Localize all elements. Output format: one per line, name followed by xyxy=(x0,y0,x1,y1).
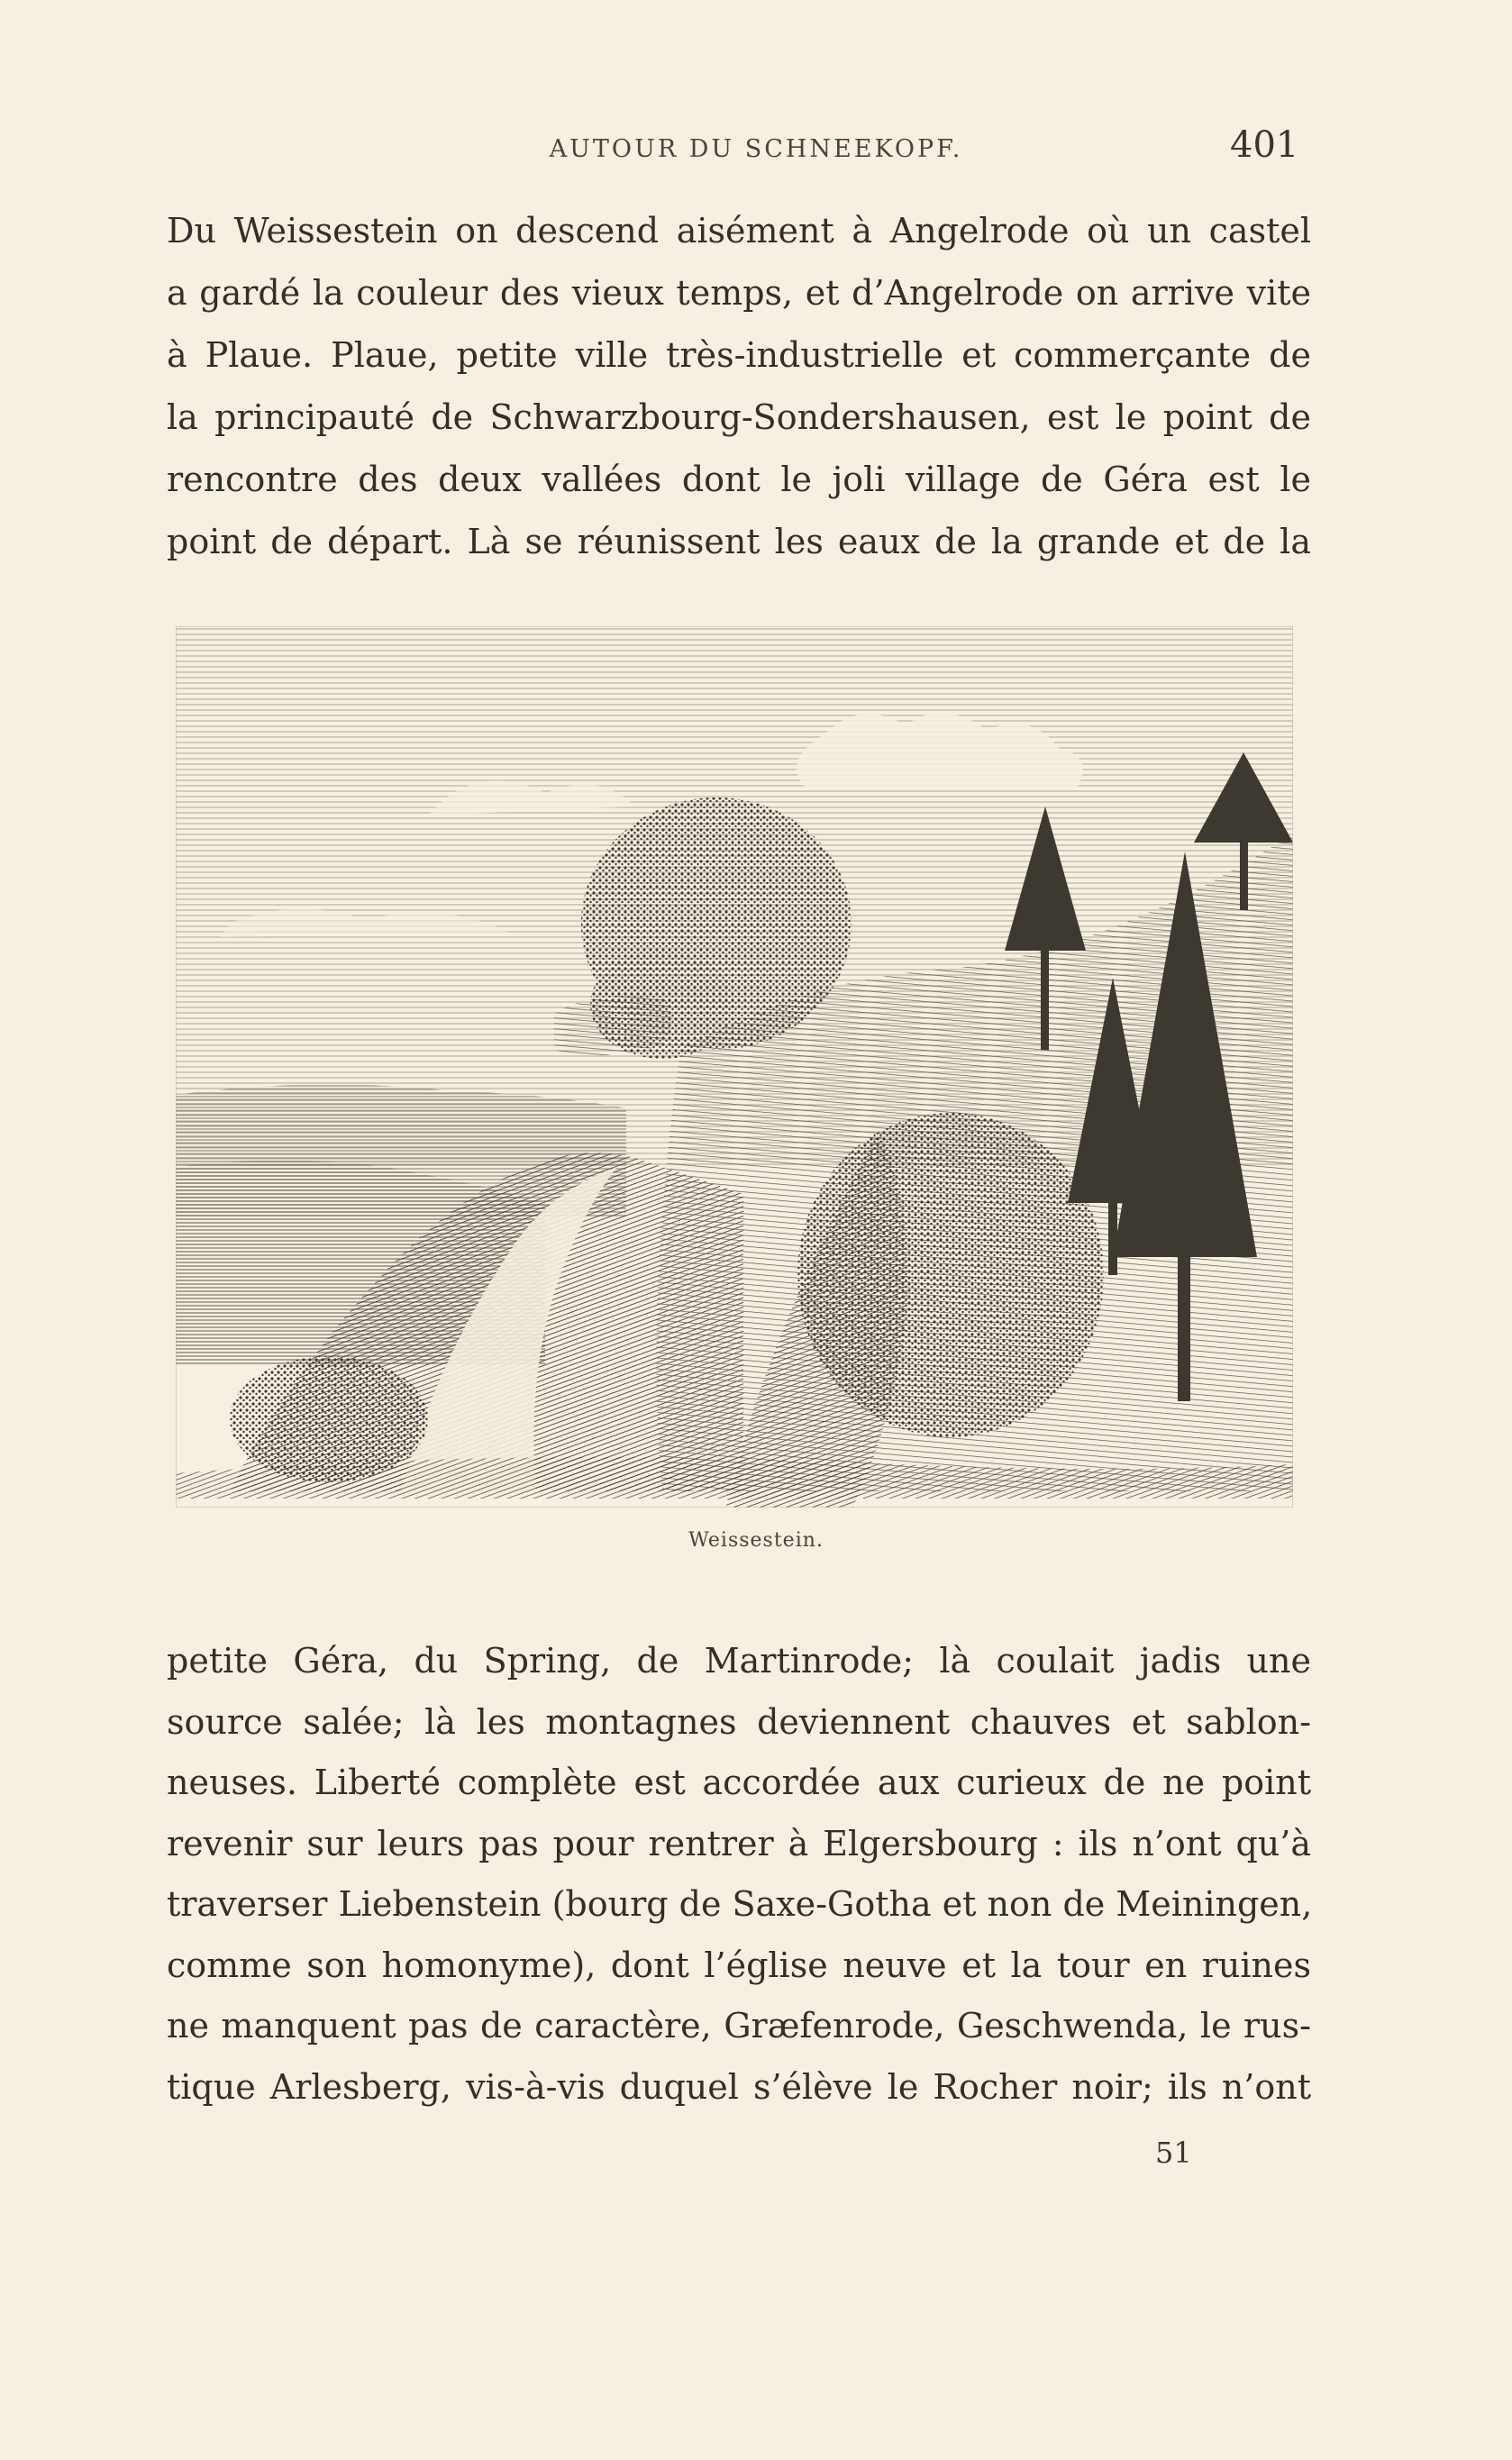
text-line: point de départ. Là se réunissent les eaux de la grande et de la xyxy=(167,522,1311,561)
signature-mark: 51 xyxy=(1155,2136,1192,2170)
text-line: rencontre des deux vallées dont le joli village de Géra est le xyxy=(167,460,1311,499)
weissestein-engraving xyxy=(176,626,1293,1508)
text-line: traverser Liebenstein (bourg de Saxe-Gotha et non de Meiningen, xyxy=(167,1884,1313,1924)
text-line: comme son homonyme), dont l’église neuve et la tour en ruines xyxy=(167,1945,1311,1985)
text-line: source salée; là les montagnes deviennent chauves et sablon- xyxy=(167,1701,1311,1742)
paragraph-bottom xyxy=(167,1631,1311,2118)
figure-caption: Weissestein. xyxy=(688,1529,824,1552)
text-line: neuses. Liberté complète est accordée aux curieux de ne point xyxy=(167,1763,1311,1802)
paragraph-top xyxy=(167,200,1311,573)
text-line: revenir sur leurs pas pour rentrer à Elgersbourg : ils n’ont qu’à xyxy=(167,1823,1311,1863)
tree-foliage xyxy=(590,951,734,1059)
running-head: AUTOUR DU SCHNEEKOPF. xyxy=(549,135,963,163)
text-line: ne manquent pas de caractère, Græfenrode, Geschwenda, le rus- xyxy=(167,2006,1311,2045)
text-line: la principauté de Schwarzbourg-Sondershausen, est le point de xyxy=(167,397,1311,437)
text-line: a gardé la couleur des vieux temps, et d’Angelrode on arrive vite xyxy=(167,273,1311,313)
text-line: tique Arlesberg, vis-à-vis duquel s’élève le Rocher noir; ils n’ont xyxy=(167,2066,1311,2107)
text-line: Du Weissestein on descend aisément à Angelrode où un castel xyxy=(167,211,1311,251)
text-line: à Plaue. Plaue, petite ville très-industrielle et commerçante de xyxy=(167,335,1311,375)
page-number: 401 xyxy=(1230,124,1299,166)
text-line: petite Géra, du Spring, de Martinrode; là coulait jadis une xyxy=(167,1641,1311,1681)
bush xyxy=(797,1113,1104,1437)
